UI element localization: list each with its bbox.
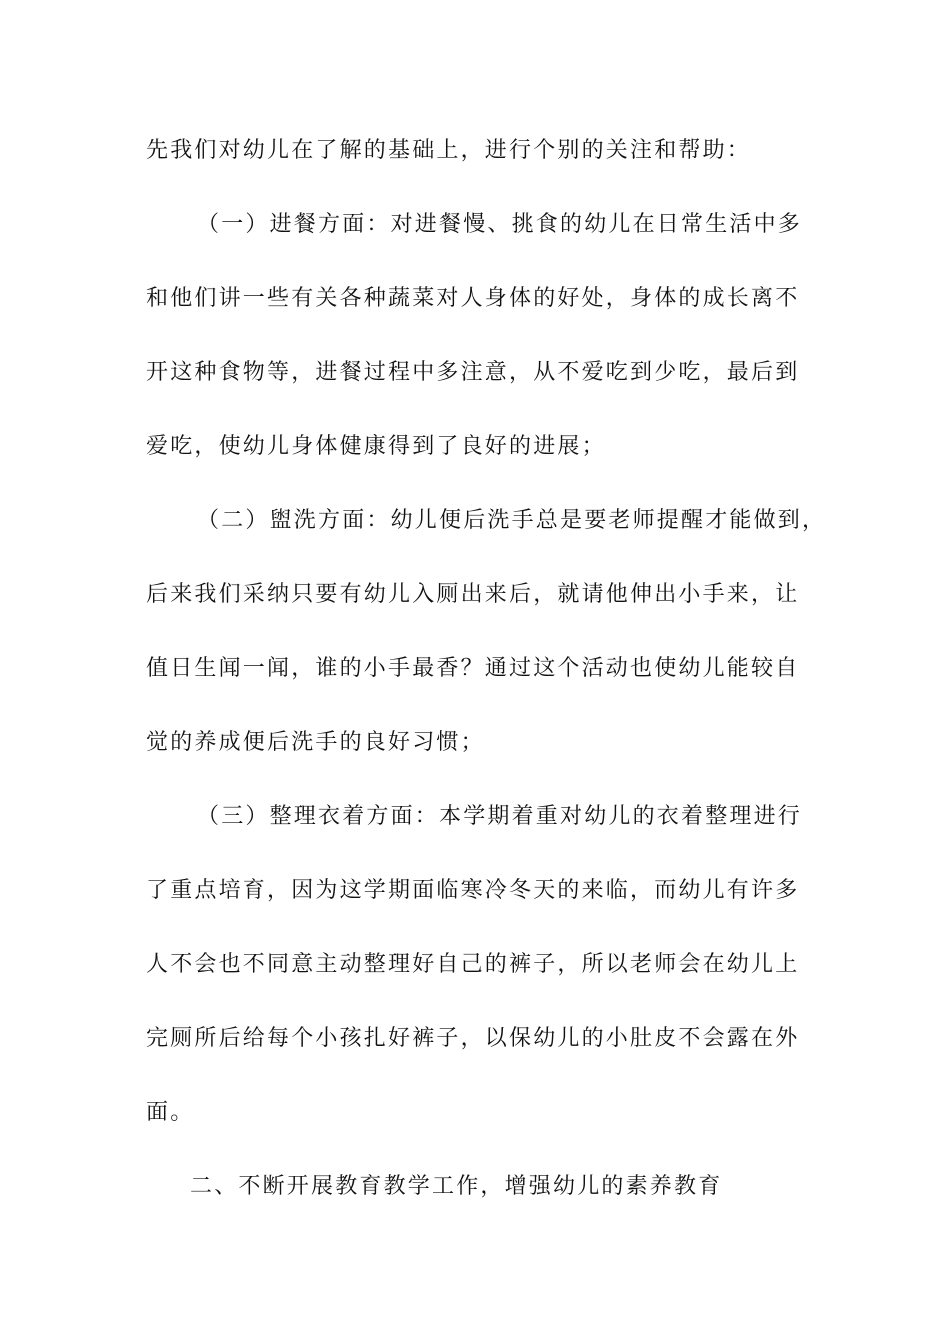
paragraph-line: 值日生闻一闻，谁的小手最香？通过这个活动也使幼儿能较自 (146, 656, 800, 681)
paragraph-line: （三）整理衣着方面：本学期着重对幼儿的衣着整理进行 (197, 804, 803, 829)
paragraph-line: （二）盥洗方面：幼儿便后洗手总是要老师提醒才能做到， (197, 508, 827, 533)
paragraph-line: （一）进餐方面：对进餐慢、挑食的幼儿在日常生活中多 (197, 212, 803, 237)
section-heading: 二、不断开展教育教学工作，增强幼儿的素养教育 (190, 1174, 723, 1199)
paragraph-line: 觉的养成便后洗手的良好习惯； (146, 730, 485, 755)
paragraph-line: 完厕所后给每个小孩扎好裤子，以保幼儿的小肚皮不会露在外 (146, 1026, 800, 1051)
paragraph-line: 和他们讲一些有关各种蔬菜对人身体的好处，身体的成长离不 (146, 286, 800, 311)
paragraph-line: 人不会也不同意主动整理好自己的裤子，所以老师会在幼儿上 (146, 952, 800, 977)
paragraph-line: 爱吃，使幼儿身体健康得到了良好的进展； (146, 434, 606, 459)
paragraph-line: 先我们对幼儿在了解的基础上，进行个别的关注和帮助： (146, 138, 752, 163)
paragraph-line: 了重点培育，因为这学期面临寒冷冬天的来临，而幼儿有许多 (146, 878, 800, 903)
paragraph-line: 面。 (146, 1100, 195, 1125)
paragraph-line: 开这种食物等，进餐过程中多注意，从不爱吃到少吃，最后到 (146, 360, 800, 385)
paragraph-line: 后来我们采纳只要有幼儿入厕出来后，就请他伸出小手来，让 (146, 582, 800, 607)
